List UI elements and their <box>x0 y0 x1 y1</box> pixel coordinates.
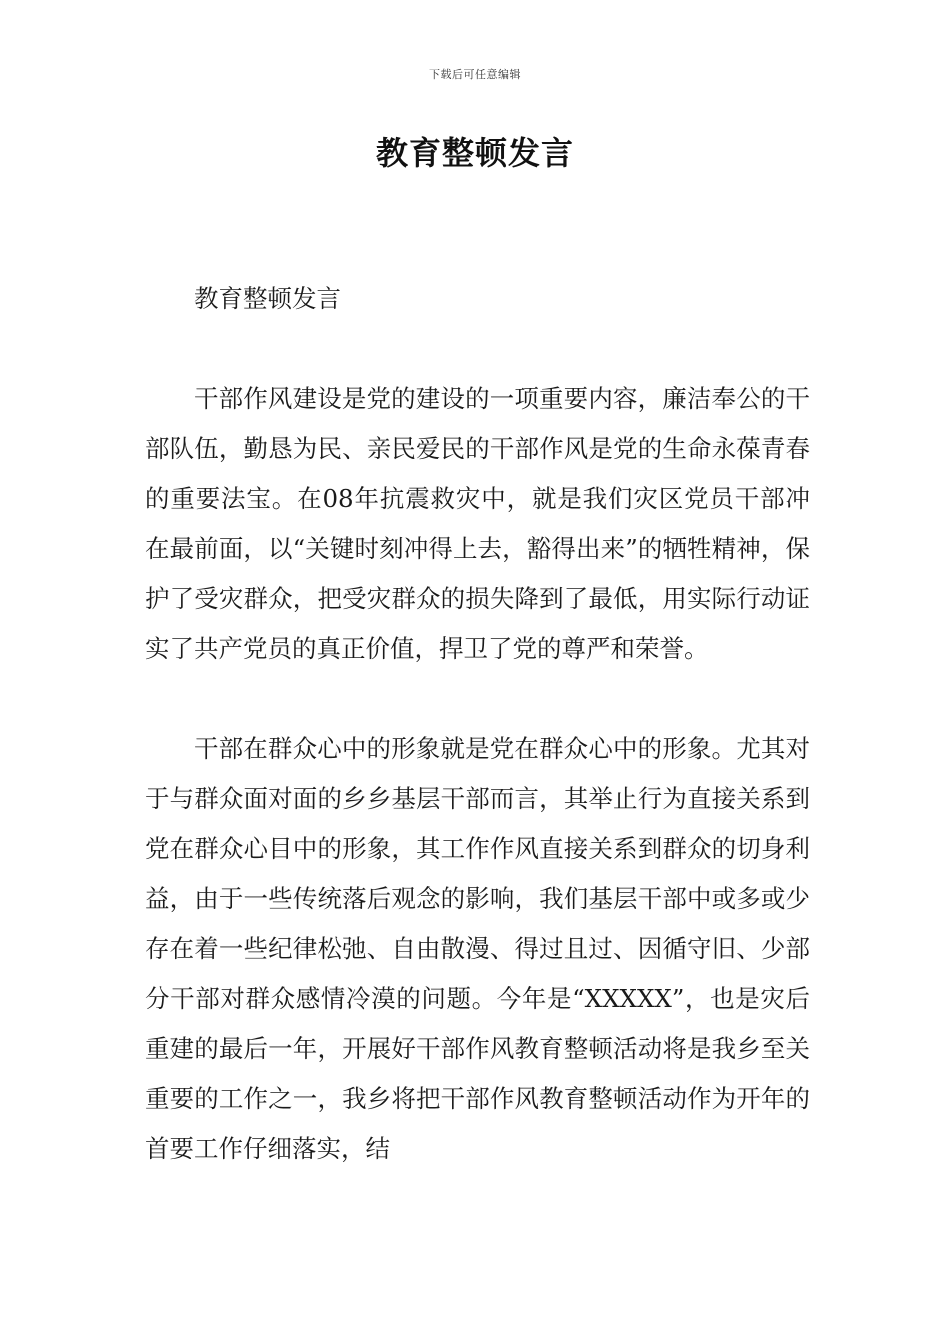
document-subheading: 教育整顿发言 <box>194 284 341 313</box>
body-paragraph-2: 干部在群众心中的形象就是党在群众心中的形象。尤其对于与群众面对面的乡乡基层干部而言，其举止行为直接关系到党在群众心目中的形象，其工作作风直接关系到群众的切身利益，由于一些传统落后观念的影响，我们基层干部中或多或少存在着一些纪律松弛、自由散漫、得过且过、因循守旧、少部分干部对群众感情冷漠的问题。今年是“XXXXX”，也是灾后重建的最后一年，开展好干部作风教育整顿活动将是我乡至关重要的工作之一，我乡将把干部作风教育整顿活动作为开年的首要工作仔细落实，结 <box>145 734 810 1163</box>
document-body <box>145 274 810 1174</box>
page-header-note: 下载后可任意编辑 <box>429 68 521 81</box>
body-paragraph-1: 干部作风建设是党的建设的一项重要内容，廉洁奉公的干部队伍，勤恳为民、亲民爱民的干部作风是党的生命永葆青春的重要法宝。在08年抗震救灾中，就是我们灾区党员干部冲在最前面，以“关键时刻冲得上去，豁得出来”的牺牲精神，保护了受灾群众，把受灾群众的损失降到了最低，用实际行动证实了共产党员的真正价值，捍卫了党的尊严和荣誉。 <box>145 384 810 663</box>
document-title: 教育整顿发言 <box>375 134 574 172</box>
